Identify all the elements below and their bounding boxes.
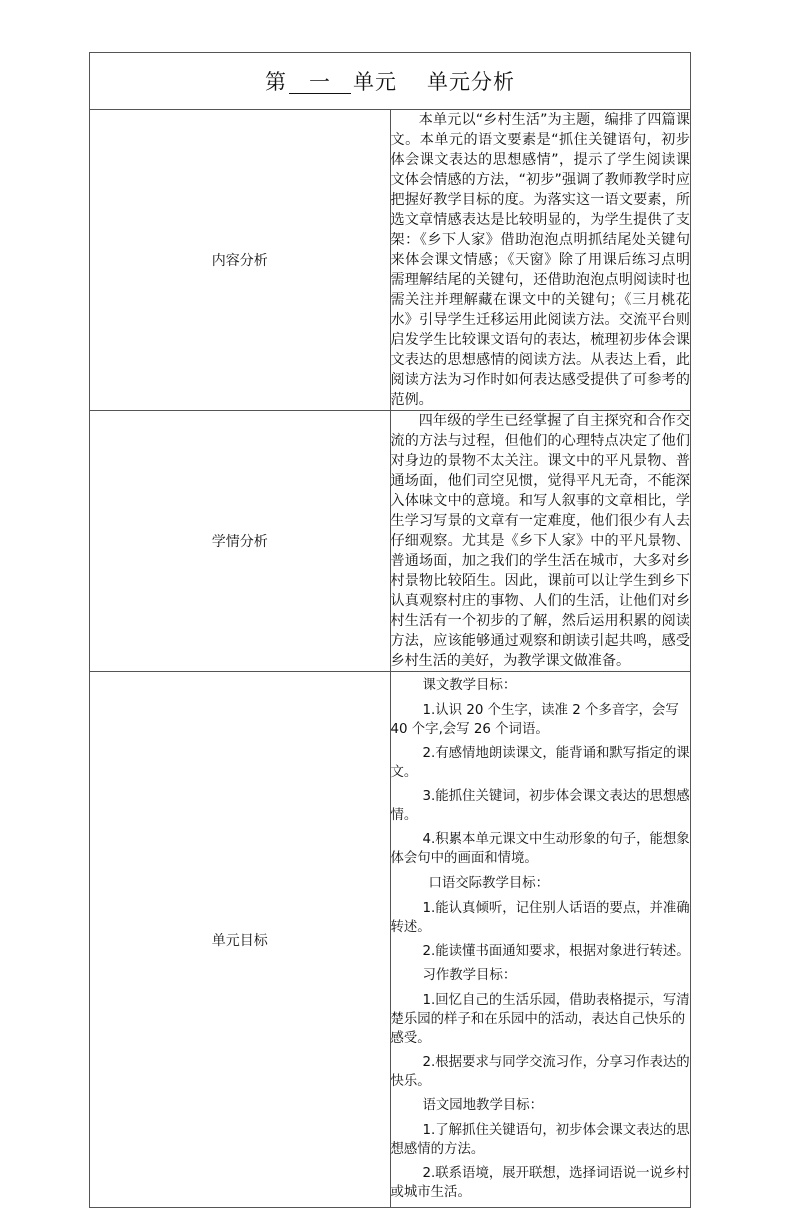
- unit-goals-row: [90, 672, 691, 1208]
- title-heading: 单元分析: [427, 70, 515, 94]
- text-goal-item: 4.积累本单元课文中生动形象的句子，能想象体会句中的画面和情境。: [390, 832, 690, 866]
- content-analysis-row: [90, 110, 691, 411]
- content-analysis-label: 内容分析: [90, 110, 391, 411]
- unit-goals-cell: [390, 672, 691, 1208]
- learner-analysis-row: [90, 411, 691, 672]
- garden-goals-heading: 语文园地教学目标：: [422, 1098, 544, 1113]
- oral-goals-heading: 口语交际教学目标：: [428, 876, 550, 891]
- writing-goal-item: 1.回忆自己的生活乐园，借助表格提示，写清楚乐园的样子和在乐园中的活动，表达自己快乐的感受。: [390, 993, 690, 1046]
- content-analysis-cell: [390, 110, 691, 411]
- oral-goal-item: 2.能读懂书面通知要求，根据对象进行转述。: [422, 944, 690, 959]
- writing-goals-heading: 习作教学目标：: [422, 968, 517, 983]
- title-prefix: 第: [265, 70, 287, 94]
- title-unit: 单元: [353, 70, 397, 94]
- learner-analysis-cell: [390, 411, 691, 672]
- oral-goal-item: 1.能认真倾听，记住别人话语的要点，并准确转述。: [390, 901, 690, 935]
- unit-analysis-table: [89, 52, 691, 1208]
- writing-goal-item: 2.根据要求与同学交流习作，分享习作表达的快乐。: [390, 1055, 690, 1089]
- text-goal-item: 1.认识 20 个生字，读准 2 个多音字，会写 40 个字,会写 26 个词语。: [390, 703, 679, 737]
- text-goal-item: 3.能抓住关键词，初步体会课文表达的思想感情。: [390, 789, 690, 823]
- garden-goal-item: 2.联系语境，展开联想，选择词语说一说乡村或城市生活。: [390, 1166, 690, 1200]
- title-row: [90, 53, 691, 110]
- unit-goals-label: 单元目标: [90, 672, 391, 1208]
- text-goal-item: 2.有感情地朗读课文，能背诵和默写指定的课文。: [390, 746, 690, 780]
- garden-goal-item: 1.了解抓住关键语句，初步体会课文表达的思想感情的方法。: [390, 1123, 690, 1157]
- unit-number: 一: [289, 71, 351, 94]
- content-analysis-text: 本单元以“乡村生活”为主题，编排了四篇课文。本单元的语文要素是“抓住关键语句，初步体会课文表达的思想感情”，提示了学生阅读课文体会情感的方法，“初步”强调了教师教学时应把握好教学目标的度。为落实这一语文要素，所选文章情感表达是比较明显的，为学生提供了支架：《乡下人家》借助泡泡点明抓结尾处关键句来体会课文情感；《天窗》除了用课后练习点明需理解结尾的关键句，还借助泡泡点明阅读时也需关注并理解藏在课文中的关键句；《三月桃花水》引导学生迁移运用此阅读方法。交流平台则启发学生比较课文语句的表达，梳理初步体会课文表达的思想感情的阅读方法。从表达上看，此阅读方法为习作时如何表达感受提供了可参考的范例。: [390, 112, 690, 408]
- learner-analysis-label: 学情分析: [90, 411, 391, 672]
- learner-analysis-text: 四年级的学生已经掌握了自主探究和合作交流的方法与过程，但他们的心理特点决定了他们对身边的景物不太关注。课文中的平凡景物、普通场面，他们司空见惯，觉得平凡无奇，不能深入体味文中的意境。和写人叙事的文章相比，学生学习写景的文章有一定难度，他们很少有人去仔细观察。尤其是《乡下人家》中的平凡景物、普通场面，加之我们的学生活在城市，大多对乡村景物比较陌生。因此，课前可以让学生到乡下认真观察村庄的事物、人们的生活，让他们对乡村生活有一个初步的了解，然后运用积累的阅读方法，应该能够通过观察和朗读引起共鸣，感受乡村生活的美好，为教学课文做准备。: [390, 413, 690, 669]
- text-goals-heading: 课文教学目标：: [422, 678, 517, 693]
- page-title: [90, 53, 691, 110]
